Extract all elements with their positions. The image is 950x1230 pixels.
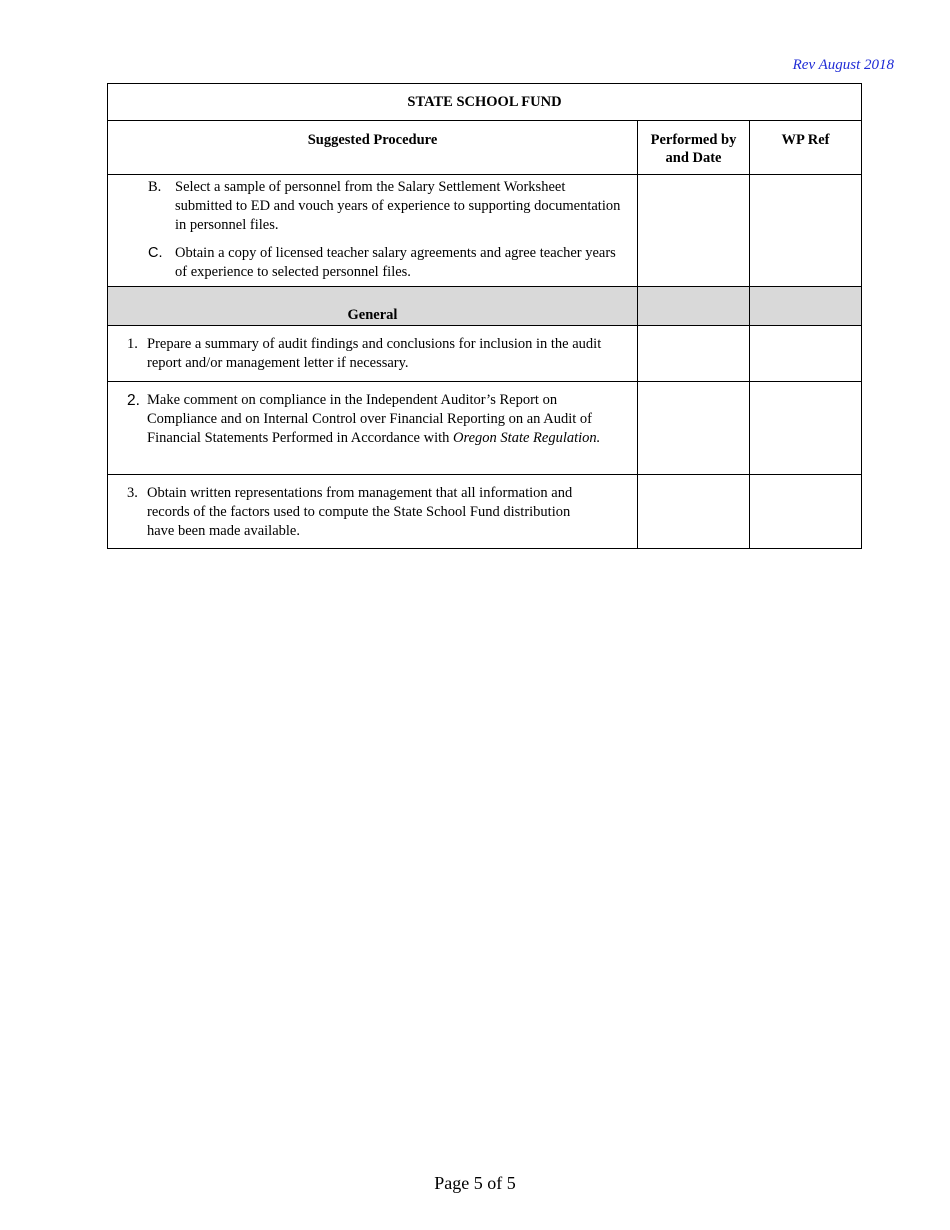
list-item: 2. Make comment on compliance in the Independent Auditor’s Report on Compliance and on Internal Control over Financial Reporting on an Audit of Financial Statements Performed in Accordance with Oregon State Regulation.: [127, 392, 601, 446]
table-title: STATE SCHOOL FUND: [108, 84, 862, 121]
table-row: [108, 475, 862, 549]
procedure-cell: [108, 326, 638, 382]
audit-procedure-table: [107, 83, 862, 549]
table-row: [108, 326, 862, 382]
wp-ref-cell: [750, 326, 862, 382]
performed-cell: [638, 326, 750, 382]
wp-ref-cell: [750, 475, 862, 549]
section-row: [108, 287, 862, 326]
performed-cell: [638, 287, 750, 326]
section-heading: General: [108, 287, 638, 326]
column-header-wp-ref: WP Ref: [750, 121, 862, 175]
procedure-cell: [108, 175, 638, 287]
wp-ref-cell: [750, 175, 862, 287]
table-row: [108, 382, 862, 475]
performed-cell: [638, 475, 750, 549]
list-item: 3. Obtain written representations from management that all information and records of the factors used to compute the State School Fund distribution have been made available.: [127, 485, 573, 539]
table-row: [108, 175, 862, 287]
list-item: 1. Prepare a summary of audit findings and conclusions for inclusion in the audit report and/or management letter if necessary.: [127, 336, 602, 371]
page-number: Page 5 of 5: [434, 1173, 516, 1193]
procedure-cell: [108, 475, 638, 549]
column-header-procedure: Suggested Procedure: [108, 121, 638, 175]
performed-cell: [638, 175, 750, 287]
column-header-performed: Performed by and Date: [638, 121, 750, 175]
list-item: C. Obtain a copy of licensed teacher salary agreements and agree teacher years of experience to selected personnel files.: [148, 245, 616, 280]
wp-ref-cell: [750, 287, 862, 326]
revision-date: Rev August 2018: [792, 57, 894, 73]
performed-cell: [638, 382, 750, 475]
wp-ref-cell: [750, 382, 862, 475]
list-item: B. Select a sample of personnel from the Salary Settlement Worksheet submitted to ED and vouch years of experience to supporting documentation in personnel files.: [148, 179, 621, 233]
procedure-cell: [108, 382, 638, 475]
